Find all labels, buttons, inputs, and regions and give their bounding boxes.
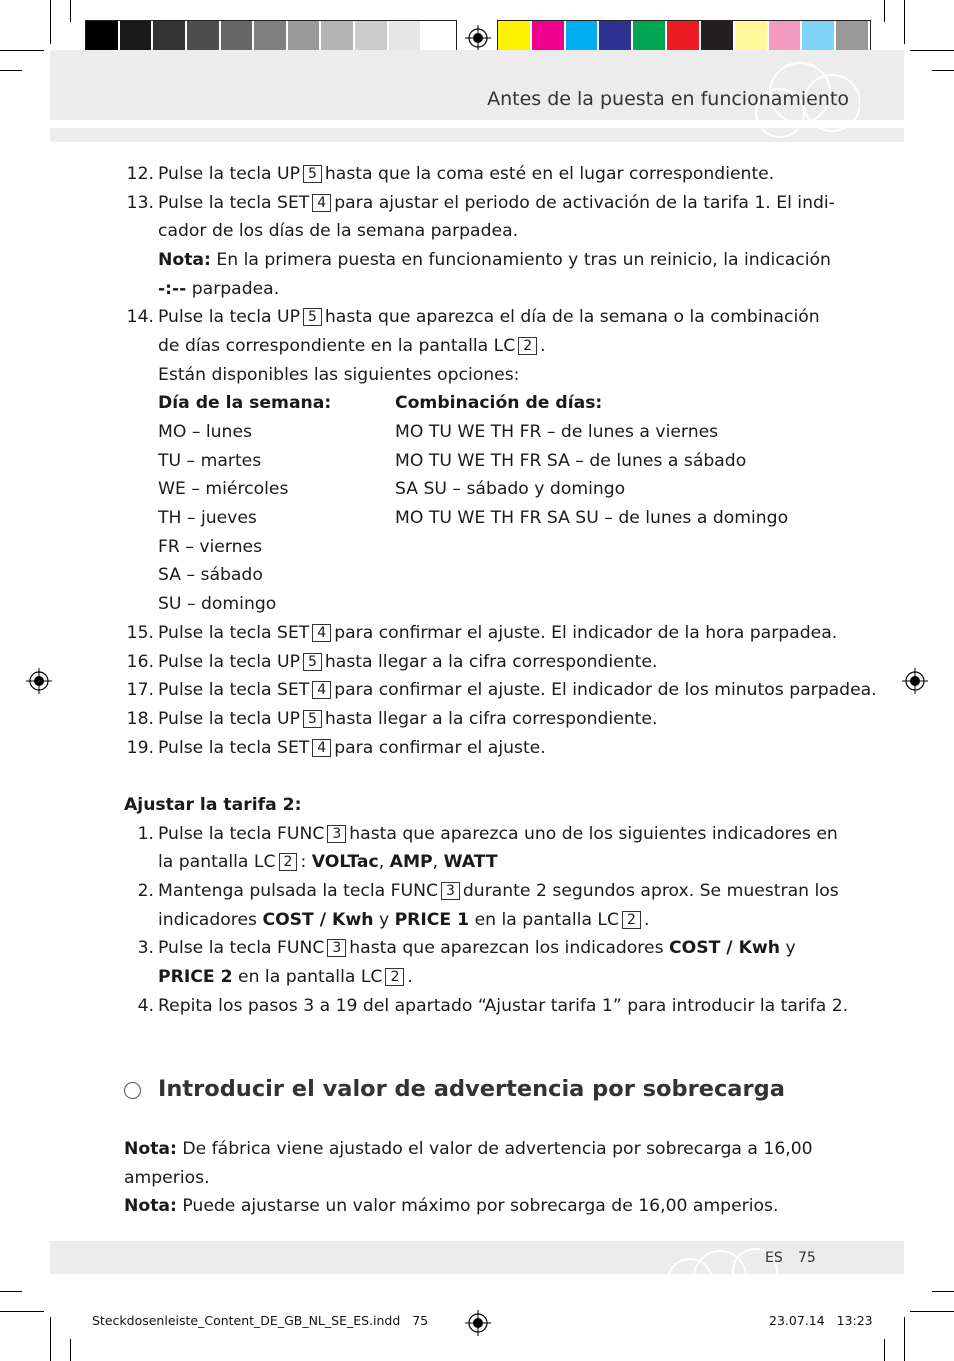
day-option: WE – miércoles [158,479,289,499]
day-option: SU – domingo [158,594,277,614]
day-option: TU – martes [158,451,262,471]
note-continuation: amperios. [124,1168,210,1188]
day-combination: MO TU WE TH FR SA SU – de lunes a domingo [395,508,789,528]
key-badge: 4 [312,624,331,642]
slug-filename: Steckdosenleiste_Content_DE_GB_NL_SE_ES.indd 75 [92,1313,429,1328]
section-bullet-icon [124,1082,141,1099]
key-badge: 3 [327,825,346,843]
key-badge: 5 [303,710,322,728]
day-option: FR – viernes [158,537,263,557]
key-badge: 4 [312,739,331,757]
note: Nota: En la primera puesta en funcionamiento y tras un reinicio, la indicación [158,250,831,270]
day-combination: SA SU – sábado y domingo [395,479,626,499]
page-header-title: Antes de la puesta en funcionamiento [487,88,849,110]
key-badge: 3 [327,939,346,957]
key-badge: 2 [622,911,641,929]
key-badge: 2 [385,968,404,986]
note: Nota: De fábrica viene ajustado el valor de advertencia por sobrecarga a 16,00 [124,1139,813,1159]
list-item-continuation: de días correspondiente en la pantalla LC 2 . [158,336,546,356]
slug-datetime: 23.07.14 13:23 [769,1313,873,1328]
key-badge: 5 [303,308,322,326]
footer-language: ES [765,1250,783,1266]
options-intro: Están disponibles las siguientes opciones: [158,365,520,385]
note: Nota: Puede ajustarse un valor máximo por sobrecarga de 16,00 amperios. [124,1196,779,1216]
section-title: Introducir el valor de advertencia por sobrecarga [158,1076,785,1102]
day-option: SA – sábado [158,565,263,585]
key-badge: 4 [312,194,331,212]
list-item-continuation: cador de los días de la semana parpadea. [158,221,519,241]
key-badge: 4 [312,681,331,699]
day-option: MO – lunes [158,422,252,442]
days-column-heading: Día de la semana: [158,393,332,413]
key-badge: 2 [518,337,537,355]
page-number: 75 [798,1250,816,1266]
days-column-heading: Combinación de días: [395,393,603,413]
day-option: TH – jueves [158,508,257,528]
list-item-continuation: PRICE 2 en la pantalla LC 2 . [158,967,413,987]
document-body: 12. Pulse la tecla UP 5 hasta que la coma esté en el lugar correspondiente. 13. Pulse la tecla SET 4 para ajustar el periodo de activación de la tarifa 1. El indi- cador de los días de la semana parpadea. Nota: En la primera puesta en funcionamiento y tras un reinicio, la indicación -:-- parpadea. 14. Pulse la tecla UP 5 hasta que aparezca el día de la semana o la combinación de días correspondiente en la pantalla LC 2 . Están disponibles las siguientes opciones: Día de la semana: Combinación de días: MO – lunes TU – martes WE – miércoles TH – jueves FR – viernes SA – sábado SU – domingo MO TU WE TH FR – de lunes a viernes MO TU WE TH FR SA – de lunes a sábado SA SU – sábado y domingo MO TU WE TH FR SA SU – de lunes a domingo 15. Pulse la tecla SET 4 para confirmar el ajuste. El indicador de la hora parpadea. 16. Pulse la tecla UP 5 hasta llegar a la cifra correspondiente. 17. Pulse la tecla SET 4 para confirmar el ajuste. El indicador de los minutos parpadea. 18. Pulse la tecla UP 5 hasta llegar a la cifra correspondiente. 19. Pulse la tecla SET 4 para confirmar el ajuste. Ajustar la tarifa 2: 1. Pulse la tecla FUNC 3 hasta que aparezca uno de los siguientes indicadores en la pantalla LC 2 : VOLTac, AMP, WATT 2. Mantenga pulsada la tecla FUNC 3 durante 2 segundos aprox. Se muestran los indicadores COST / Kwh y PRICE 1 en la pantalla LC 2 . 3. Pulse la tecla FUNC 3 hasta que aparezcan los indicadores COST / Kwh y PRICE 2 en la pantalla LC 2 . 4. Repita los pasos 3 a 19 del apartado “Ajustar tarifa 1” para introducir la tarifa 2. [124,164,877,1016]
note-continuation: -:-- parpadea. [158,279,280,299]
list-item-continuation: indicadores COST / Kwh y PRICE 1 en la pantalla LC 2 . [158,910,650,930]
key-badge: 5 [303,165,322,183]
day-combination: MO TU WE TH FR SA – de lunes a sábado [395,451,747,471]
key-badge: 2 [279,853,298,871]
day-combination: MO TU WE TH FR – de lunes a viernes [395,422,719,442]
decorative-circles-icon [660,1241,780,1274]
list-item-continuation: la pantalla LC 2 : VOLTac, AMP, WATT [158,852,498,872]
key-badge: 5 [303,653,322,671]
subsection-heading: Ajustar la tarifa 2: [124,795,302,815]
key-badge: 3 [441,882,460,900]
